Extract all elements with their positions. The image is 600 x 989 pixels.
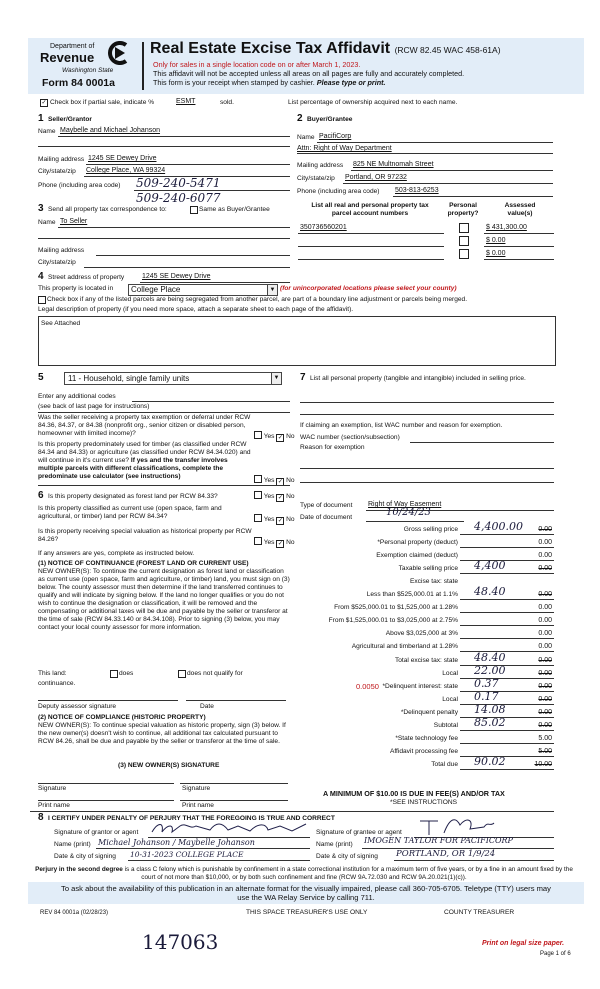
form-number: Form 84 0001a [42, 77, 115, 89]
calc-row [300, 690, 554, 705]
parcel-value-3[interactable]: $ 0.00 [486, 250, 506, 257]
s5-q2-no-checkbox[interactable]: ✓ [277, 479, 283, 485]
see-instructions: *SEE INSTRUCTIONS [390, 799, 458, 806]
calc-row-label: *Personal property (deduct) [377, 539, 458, 546]
s6-this-land: This land: [38, 670, 67, 677]
calc-row-label: Local [442, 696, 458, 703]
s5-q2-yes-label: Yes [263, 477, 275, 484]
grantor-signature[interactable] [150, 820, 310, 836]
calc-row-label: Excise tax: state [409, 578, 458, 585]
perjury-note [32, 866, 576, 881]
calc-row [300, 559, 554, 574]
calc-row-handwritten[interactable]: 85.02 [474, 716, 506, 729]
s6-q3-no-checkbox[interactable]: ✓ [277, 541, 283, 547]
s4-location-value: College Place [131, 285, 181, 294]
calc-row-label: From $1,525,000.01 to $3,025,000 at 2.75% [328, 617, 458, 624]
s6-n3: (3) NEW OWNER(S) SIGNATURE [118, 762, 220, 769]
header-line3b: Please type or print. [316, 78, 386, 87]
s6-deputy-label: Deputy assessor signature [38, 703, 117, 710]
partial-sale-value[interactable]: ESMT [176, 98, 196, 105]
s2-city-label: City/state/zip [297, 175, 335, 182]
calc-row-handwritten[interactable]: 14.08 [474, 703, 506, 716]
s3-name-field[interactable]: To Seller [60, 218, 88, 225]
title-block [150, 40, 580, 58]
form-title-ref: (RCW 82.45 WAC 458-61A) [394, 45, 501, 55]
calc-row-handwritten[interactable]: 48.40 [474, 651, 506, 664]
calc-row [300, 755, 554, 770]
calc-row [300, 614, 554, 626]
calc-row [300, 549, 554, 561]
dept-logo [36, 40, 132, 92]
s4-num: 4 [38, 271, 44, 282]
s4-segregated-label: Check box if any of the listed parcels are being segregated from another parcel, are part of a boundary line adjustment or parcels being merged. [47, 296, 468, 303]
s1-title: Seller/Grantor [48, 116, 92, 123]
s4-location-note: (for unincorporated locations please select your county) [280, 285, 457, 292]
s6-does-not-label: does not qualify for [187, 670, 243, 677]
s1-phone2[interactable]: 509-240-6077 [136, 191, 221, 205]
s7-num: 7 [300, 372, 306, 383]
chevron-down-icon: ▼ [271, 373, 281, 384]
calc-row-label: Subtotal [433, 722, 458, 729]
s6-q3-no-label: No [286, 539, 295, 546]
calc-row [300, 640, 554, 652]
s7-text: List all personal property (tangible and intangible) included in selling price. [310, 375, 526, 382]
parcel-personal-checkbox-1[interactable] [459, 223, 469, 233]
s6-q1-no-label: No [286, 493, 295, 500]
s5-num: 5 [38, 372, 44, 383]
s7-wac: WAC number (section/subsection) [300, 434, 400, 441]
minimum-due-note: A MINIMUM OF $10.00 IS DUE IN FEE(S) AND/OR TAX [323, 789, 505, 798]
s5-additional-codes: Enter any additional codes [38, 393, 116, 400]
s5-see-back: (see back of last page for instructions) [38, 403, 150, 410]
s6-q1-yes-checkbox[interactable] [254, 491, 262, 499]
calc-row-label: Local [442, 670, 458, 677]
calc-row-value: 0.00 [538, 565, 552, 572]
parcels-h3b: value(s) [507, 210, 533, 217]
doc-date-label: Date of document [300, 514, 353, 521]
s2-phone-field[interactable]: 503-813-6253 [395, 187, 439, 194]
partial-sale-label: Check box if partial sale, indicate % [50, 99, 155, 106]
parcel-number-1[interactable]: 350736560201 [300, 224, 347, 231]
s5-q2-yn [254, 474, 295, 485]
calc-row [300, 536, 554, 548]
s3-city-label: City/state/zip [38, 259, 76, 266]
s6-sig-label-2: Signature [182, 785, 211, 792]
s6-num: 6 [38, 490, 44, 501]
s6-does-not-checkbox[interactable] [178, 670, 186, 678]
calc-row-handwritten[interactable]: 90.02 [474, 755, 506, 768]
calc-row-value: 0.00 [538, 643, 552, 650]
calc-row-value: 5.00 [538, 735, 552, 742]
calc-row-value: 0.00 [538, 709, 552, 716]
calc-row [300, 575, 554, 587]
s2-mail-field[interactable]: 825 NE Multnomah Street [353, 161, 434, 168]
calc-row [300, 651, 554, 666]
s4-located-label: This property is located in [38, 285, 114, 292]
partial-sale-sold: sold. [220, 99, 234, 106]
parcels-header-1 [300, 202, 440, 218]
parcels-h1: List all real and personal property tax [311, 202, 429, 209]
s6-date-label: Date [200, 703, 214, 710]
calc-row [300, 627, 554, 639]
calc-row-value: 0.00 [538, 722, 552, 729]
s5-q1: Was the seller receiving a property tax exemption or deferral under RCW 84.36, 84.37, or 84.38 (nonprofit org., senior citizen or disabled person, homeowner with limited income)? [38, 414, 251, 437]
s2-name-label: Name [297, 134, 315, 141]
calc-row [300, 677, 554, 692]
s6-n1-text: NEW OWNER(S): To continue the current designation as forest land or classification as current use (open space, farm and agriculture, or timber) land, you must sign on (3) below. The county assessor must then determine if the land transferred continues to qualify and will indicate by signing below. If the land no longer qualifies or you do not wish to continue the designation or classification, it will be removed and the compensating or additional taxes will be due and payable by the seller or transferor at the time of sale (RCW 84.33.140 or 84.34.108). Prior to signing (3) below, you may contact your local county assessor for more information. [38, 568, 290, 631]
calc-row-handwritten[interactable]: 4,400 [474, 559, 506, 572]
alt-format-band [28, 882, 584, 904]
s5-q2a: Is this property predominately used for timber (as classified under RCW 84.34 and 84.33) or agriculture (as classified under RCW 84.34.020) and will continue in it's current use? [38, 441, 251, 464]
s5-q1-yes-checkbox[interactable] [254, 431, 262, 439]
calc-row-label: Taxable selling price [398, 565, 458, 572]
parcels-h2b: property? [447, 210, 479, 217]
s3-num: 3 [38, 203, 44, 214]
partial-sale-checkbox[interactable]: ✓ [41, 100, 47, 106]
calc-row [300, 745, 554, 757]
revenue-logo-icon [106, 40, 130, 66]
treasurer-use: THIS SPACE TREASURER'S USE ONLY [246, 909, 368, 916]
s6-q2-no-label: No [286, 516, 295, 523]
perjury-bold: Perjury in the second degree [35, 866, 123, 873]
s6-n1-title: (1) NOTICE OF CONTINUANCE (FOREST LAND OR CURRENT USE) [38, 560, 249, 567]
calc-row-handwritten[interactable]: 22.00 [474, 664, 506, 677]
calc-row-value: 0.00 [538, 539, 552, 546]
calc-row-value: 0.00 [538, 617, 552, 624]
s6-q2-no-checkbox[interactable]: ✓ [277, 518, 283, 524]
s2-mail-label: Mailing address [297, 162, 344, 169]
s1-name-label: Name [38, 128, 56, 135]
s8-grantor-date[interactable]: 10-31-2023 COLLEGE PLACE [130, 850, 244, 859]
calc-row-label: Affidavit processing fee [389, 748, 458, 755]
s6-ifany: If any answers are yes, complete as instructed below. [38, 550, 195, 557]
calc-row-value: 0.00 [538, 604, 552, 611]
s1-city-field[interactable]: College Place, WA 99324 [86, 167, 166, 174]
s1-city-label: City/state/zip [38, 168, 76, 175]
s3-same-label: Same as Buyer/Grantee [199, 206, 270, 213]
s8-grantee-date[interactable]: PORTLAND, OR 1/9/24 [396, 849, 496, 859]
header-line2: This affidavit will not be accepted unless all areas on all pages are fully and accurately completed. [153, 69, 465, 78]
s6-q3-yes-checkbox[interactable] [254, 537, 262, 545]
header-line3 [153, 79, 386, 87]
s5-q1-no-label: No [286, 433, 295, 440]
s8-sig-grantee-label: Signature of grantee or agent [316, 829, 402, 836]
s2-num: 2 [297, 113, 303, 124]
parcel-value-1[interactable]: $ 431,300.00 [486, 224, 527, 231]
s1-mail-label: Mailing address [38, 156, 85, 163]
calc-row-value: 0.00 [538, 630, 552, 637]
local-rate: 0.0050 [356, 682, 379, 691]
doc-date-field[interactable]: 10/24/23 [386, 507, 431, 518]
s4-legal-box[interactable] [38, 316, 556, 366]
parcel-personal-checkbox-3[interactable] [459, 249, 469, 259]
s6-print-label-2: Print name [182, 802, 214, 809]
s4-legal-label: Legal description of property (if you need more space, attach a separate sheet to each page of the affidavit). [38, 306, 354, 313]
s8-title: I CERTIFY UNDER PENALTY OF PERJURY THAT THE FOREGOING IS TRUE AND CORRECT [48, 815, 335, 822]
calc-row-value: 0.00 [538, 696, 552, 703]
s5-q1-yes-label: Yes [263, 433, 275, 440]
calc-row-value: 0.00 [538, 526, 552, 533]
calc-row-handwritten[interactable]: 0.37 [474, 677, 499, 690]
s2-phone-label: Phone (including area code) [297, 188, 380, 195]
s4-legal-value: See Attached [41, 320, 81, 327]
ownership-note: List percentage of ownership acquired next to each name. [288, 99, 458, 106]
calc-row [300, 601, 554, 613]
s3-mail-label: Mailing address [38, 247, 85, 254]
alt-format-text: To ask about the availability of this publication in an alternate format for the visually impaired, please call 360-705-6705. Teletype (TTY) users may use the WA Relay Service by calling 711. [61, 884, 551, 902]
calc-row [300, 703, 554, 718]
s1-mail-field[interactable]: 1245 SE Dewey Drive [88, 155, 157, 162]
s6-does-checkbox[interactable] [110, 670, 118, 678]
calc-row-value: 0.00 [538, 657, 552, 664]
s6-n2-text: NEW OWNER(S): To continue special valuation as historic property, sign (3) below. If the new owner(s) doesn't wish to continue, all additional tax calculated pursuant to RCW 84.26, shall be due and payable by the seller or transferor at the time of sale. [38, 722, 286, 745]
s6-q2-yn [254, 513, 295, 524]
s8-grantee-name[interactable]: IMOGEN TAYLOR FOR PACIFICORP [364, 836, 513, 845]
s5-use-code-select[interactable] [64, 372, 282, 385]
rev-label: REV 84 0001a (02/28/23) [40, 910, 109, 916]
s7-reason: Reason for exemption [300, 444, 365, 451]
parcels-h3: Assessed [504, 202, 536, 209]
s2-attn-field[interactable]: Attn: Right of Way Department [297, 145, 392, 152]
s6-q3-yn [254, 536, 295, 547]
perjury-text: is a class C felony which is punishable by confinement in a state correctional institution for a maximum term of five years, or by a fine in an amount fixed by the court of not more than $10,000, or by both such confinement and fine (RCW 9A.72.030 and RCW 9A.20.021(1)(c)). [124, 866, 573, 881]
s4-street-label: Street address of property [48, 274, 125, 281]
county-treasurer: COUNTY TREASURER [444, 909, 515, 916]
calc-row [300, 732, 554, 744]
s2-city-field[interactable]: Portland, OR 97232 [345, 174, 407, 181]
s5-q2-yes-checkbox[interactable] [254, 475, 262, 483]
parcel-value-2[interactable]: $ 0.00 [486, 237, 506, 244]
calc-row-label: Exemption claimed (deduct) [376, 552, 458, 559]
s8-sig-grantor-label: Signature of grantor or agent [54, 829, 139, 836]
s3-name-label: Name [38, 219, 56, 226]
s8-date-label-2: Date & city of signing [316, 853, 378, 860]
grantee-signature[interactable] [416, 815, 496, 837]
calc-row-label: Total due [431, 761, 458, 768]
s6-continuance: continuance. [38, 680, 76, 687]
s3-text: Send all property tax correspondence to: [48, 206, 167, 213]
s6-q1-yes-label: Yes [263, 493, 275, 500]
doc-type-label: Type of document [300, 502, 353, 509]
s6-does-label: does [119, 670, 134, 677]
dept-line2: Revenue [40, 50, 95, 65]
calc-row-value: 10.00 [534, 761, 552, 768]
calc-row-handwritten[interactable]: 48.40 [474, 585, 506, 598]
s6-sig-label-1: Signature [38, 785, 67, 792]
calc-row [300, 585, 554, 600]
s5-q2 [38, 441, 252, 481]
s6-q1-yn [254, 490, 295, 501]
calc-row-value: 0.00 [538, 552, 552, 559]
calc-row-label: Gross selling price [403, 526, 458, 533]
calc-row [300, 520, 554, 535]
s6-q2: Is this property classified as current use (open space, farm and agricultural, or timber) land per RCW 84.34? [38, 505, 222, 520]
header-line3a: This form is your receipt when stamped by cashier. [153, 78, 315, 87]
parcels-header-2 [440, 202, 486, 218]
calc-row-label: *Delinquent penalty [400, 709, 458, 716]
s8-num: 8 [38, 812, 44, 823]
form-title: Real Estate Excise Tax Affidavit [150, 40, 391, 57]
s6-print-label-1: Print name [38, 802, 70, 809]
s5-q2-no-label: No [286, 477, 295, 484]
parcels-header-3 [488, 202, 552, 218]
s3-same-checkbox[interactable] [190, 206, 198, 214]
s4-segregated-checkbox[interactable] [38, 296, 46, 304]
calc-row-label: From $525,000.01 to $1,525,000 at 1.28% [334, 604, 458, 611]
print-legal-note: Print on legal size paper. [482, 940, 565, 947]
page-number: Page 1 of 6 [540, 951, 571, 957]
calc-row-label: Total excise tax: state [394, 657, 458, 664]
s1-num: 1 [38, 113, 44, 124]
calc-row-label: *State technology fee [395, 735, 458, 742]
doc-type-field[interactable]: Right of Way Easement [368, 501, 442, 508]
s1-phone-label: Phone (including area code) [38, 182, 121, 189]
calc-row-label: Agricultural and timberland at 1.28% [351, 643, 458, 650]
s6-q2-yes-checkbox[interactable] [254, 514, 262, 522]
s4-location-select[interactable] [128, 284, 278, 296]
s2-title: Buyer/Grantee [307, 116, 353, 123]
calc-row-value: 0.00 [538, 591, 552, 598]
s5-use-code-value: 11 - Household, single family units [68, 374, 190, 383]
parcels-h1b: parcel account numbers [331, 210, 409, 217]
calc-row-label: *Delinquent interest: state [382, 683, 458, 690]
calc-row [300, 716, 554, 731]
s1-phone1[interactable]: 509-240-5471 [136, 176, 221, 190]
s8-grantor-name[interactable]: Michael Johanson / Maybelle Johanson [98, 838, 255, 847]
parcels-h2: Personal [449, 202, 477, 209]
s1-name-field[interactable]: Maybelle and Michael Johanson [60, 127, 161, 134]
dept-line1: Department of [50, 43, 95, 50]
header-divider [142, 42, 144, 90]
calc-row-value: 5.00 [538, 748, 552, 755]
s2-name-field[interactable]: PacifiCorp [319, 133, 352, 140]
s5-q1-no-checkbox[interactable]: ✓ [277, 435, 283, 441]
calc-row [300, 664, 554, 679]
s5-q1-yn [254, 430, 295, 441]
s5-q2b: If yes and the transfer involves multiple parcels with different classifications, complete the predominate use calculator (see instructions) [38, 457, 228, 480]
dept-line3: Washington State [62, 67, 114, 74]
s6-n2-title: (2) NOTICE OF COMPLIANCE (HISTORIC PROPERTY) [38, 714, 206, 721]
header-line1: Only for sales in a single location code on or after March 1, 2023. [153, 60, 361, 69]
s6-q1: Is this property designated as forest land per RCW 84.33? [48, 493, 218, 500]
parcel-personal-checkbox-2[interactable] [459, 236, 469, 246]
s6-q3-yes-label: Yes [263, 539, 275, 546]
stamp-number: 147063 [142, 930, 219, 954]
chevron-down-icon: ▼ [267, 285, 277, 295]
calc-row-label: Above $3,025,000 at 3% [385, 630, 458, 637]
s4-street-field[interactable]: 1245 SE Dewey Drive [142, 273, 211, 280]
calc-row-value: 0.00 [538, 670, 552, 677]
calc-row-handwritten[interactable]: 0.17 [474, 690, 499, 703]
s6-q3: Is this property receiving special valuation as historical property per RCW 84.26? [38, 528, 252, 543]
s6-q1-no-checkbox[interactable]: ✓ [277, 495, 283, 501]
s8-date-label-1: Date & city of signing [54, 853, 116, 860]
s6-q2-yes-label: Yes [263, 516, 275, 523]
calc-row-label: Less than $525,000.01 at 1.1% [366, 591, 458, 598]
s7-exempt: If claiming an exemption, list WAC number and reason for exemption. [300, 422, 503, 429]
s8-name-label-1: Name (print) [54, 841, 91, 848]
s8-name-label-2: Name (print) [316, 841, 353, 848]
calc-row-value: 0.00 [538, 683, 552, 690]
calc-row-handwritten[interactable]: 4,400.00 [474, 520, 523, 533]
